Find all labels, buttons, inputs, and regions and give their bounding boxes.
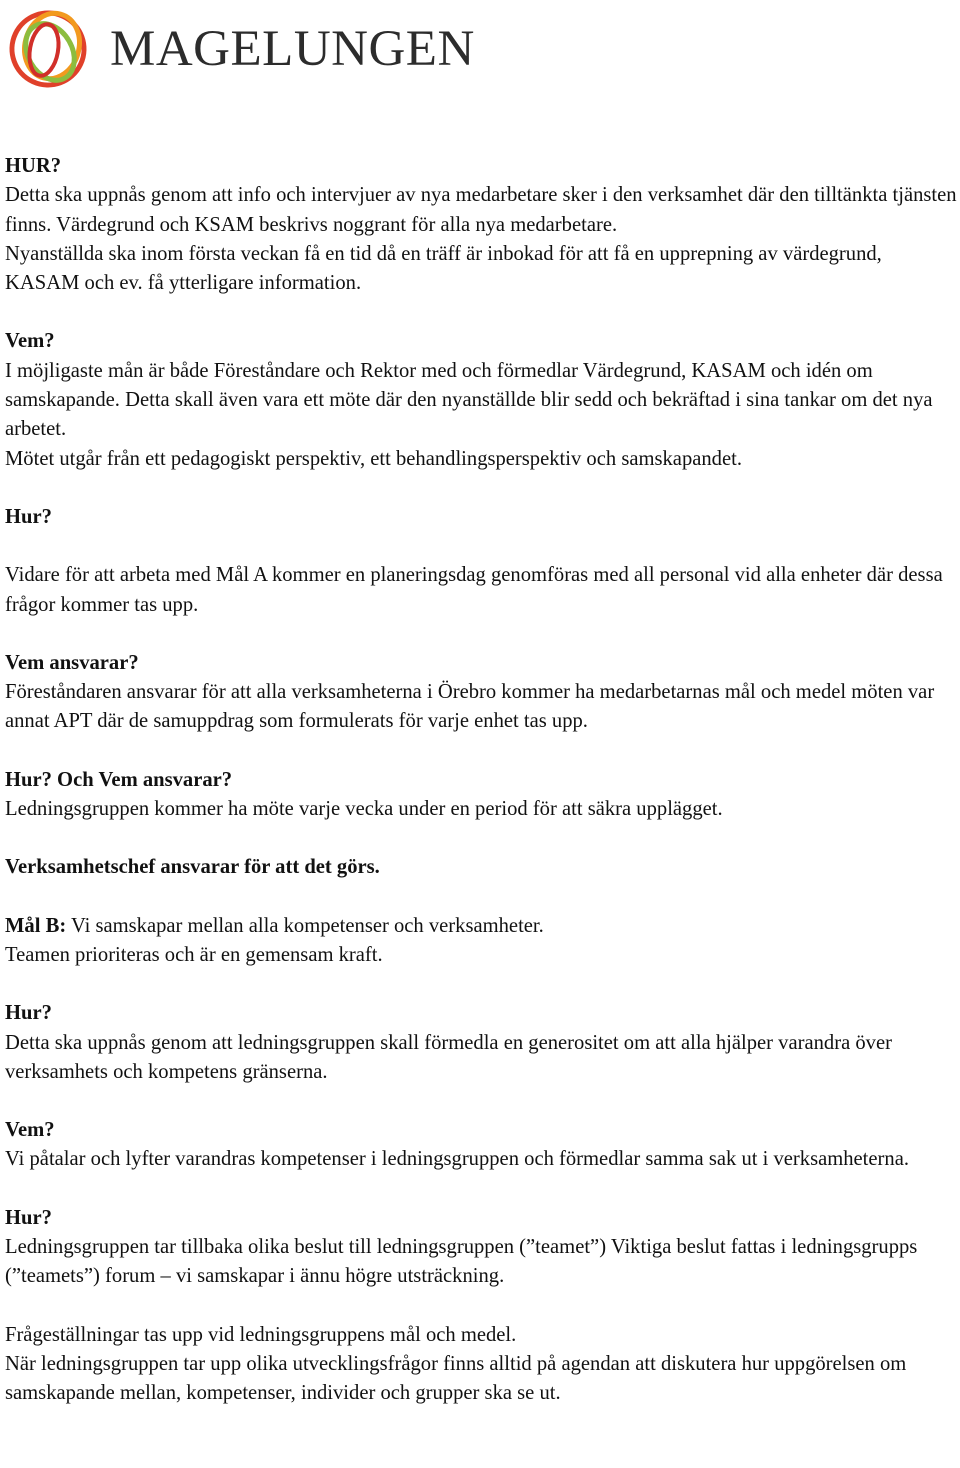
heading-hur-och-vem-ansvarar: Hur? Och Vem ansvarar?: [5, 768, 233, 791]
magelungen-emblem-icon: [4, 2, 104, 96]
paragraph: Frågeställningar tas upp vid ledningsgruppens mål och medel.: [5, 1323, 517, 1346]
heading-hur: Hur?: [5, 1206, 52, 1229]
paragraph: Mötet utgår från ett pedagogiskt perspektiv, ett behandlingsperspektiv och samskapandet.: [5, 447, 742, 470]
paragraph: I möjligaste mån är både Föreståndare och Rektor med och förmedlar Värdegrund, KASAM och idén om samskapande. Detta skall även vara ett möte där den nyanställde blir sedd och bekräftad i sina tankar om det nya arbetet.: [5, 359, 933, 441]
heading-hur: Hur?: [5, 505, 52, 528]
heading-vem: Vem?: [5, 330, 55, 353]
heading-vem-ansvarar: Vem ansvarar?: [5, 651, 139, 674]
heading-hur: Hur?: [5, 1002, 52, 1025]
paragraph: Ledningsgruppen kommer ha möte varje vecka under en period för att säkra upplägget.: [5, 798, 723, 821]
goal-b-text: Vi samskapar mellan alla kompetenser och verksamheter.: [66, 914, 544, 937]
paragraph: Teamen prioriteras och är en gemensam kraft.: [5, 943, 383, 966]
goal-b-paragraph: [5, 912, 960, 941]
heading-vem: Vem?: [5, 1119, 55, 1142]
paragraph: Föreståndaren ansvarar för att alla verksamheterna i Örebro kommer ha medarbetarnas mål och medel möten var annat APT där de samuppdrag som formulerats för varje enhet tas upp.: [5, 681, 935, 733]
logo-wordmark: MAGELUNGEN: [110, 21, 475, 77]
heading-verksamhetschef: Verksamhetschef ansvarar för att det görs.: [5, 856, 380, 879]
heading-hur: HUR?: [5, 155, 62, 177]
paragraph: Detta ska uppnås genom att info och intervjuer av nya medarbetare sker i den verksamhet där den tilltänkta tjänsten finns. Värdegrund och KSAM beskrivs noggrant för alla nya medarbetare.: [5, 184, 957, 236]
paragraph: Vi påtalar och lyfter varandras kompetenser i ledningsgruppen och förmedlar samma sak ut i verksamheterna.: [5, 1148, 909, 1171]
paragraph: Ledningsgruppen tar tillbaka olika beslut till ledningsgruppen (”teamet”) Viktiga beslut fattas i ledningsgrupps (”teamets”) forum – vi samskapar i ännu högre utsträckning.: [5, 1236, 918, 1288]
goal-b-label: Mål B:: [5, 914, 67, 937]
magelungen-logo: [4, 2, 524, 96]
document-body: [5, 152, 960, 1409]
paragraph: Vidare för att arbeta med Mål A kommer en planeringsdag genomföras med all personal vid alla enheter där dessa frågor kommer tas upp.: [5, 564, 943, 616]
paragraph: När ledningsgruppen tar upp olika utvecklingsfrågor finns alltid på agendan att diskutera hur uppgörelsen om samskapande mellan, kompetenser, individer och grupper ska se ut.: [5, 1352, 907, 1405]
paragraph: Nyanställda ska inom första veckan få en tid då en träff är inbokad för att få en upprepning av värdegrund, KASAM och ev. få ytterligare information.: [5, 242, 882, 295]
paragraph: Detta ska uppnås genom att ledningsgruppen skall förmedla en generositet om att alla hjälper varandra över verksamhets och kompetens gränserna.: [5, 1031, 892, 1083]
